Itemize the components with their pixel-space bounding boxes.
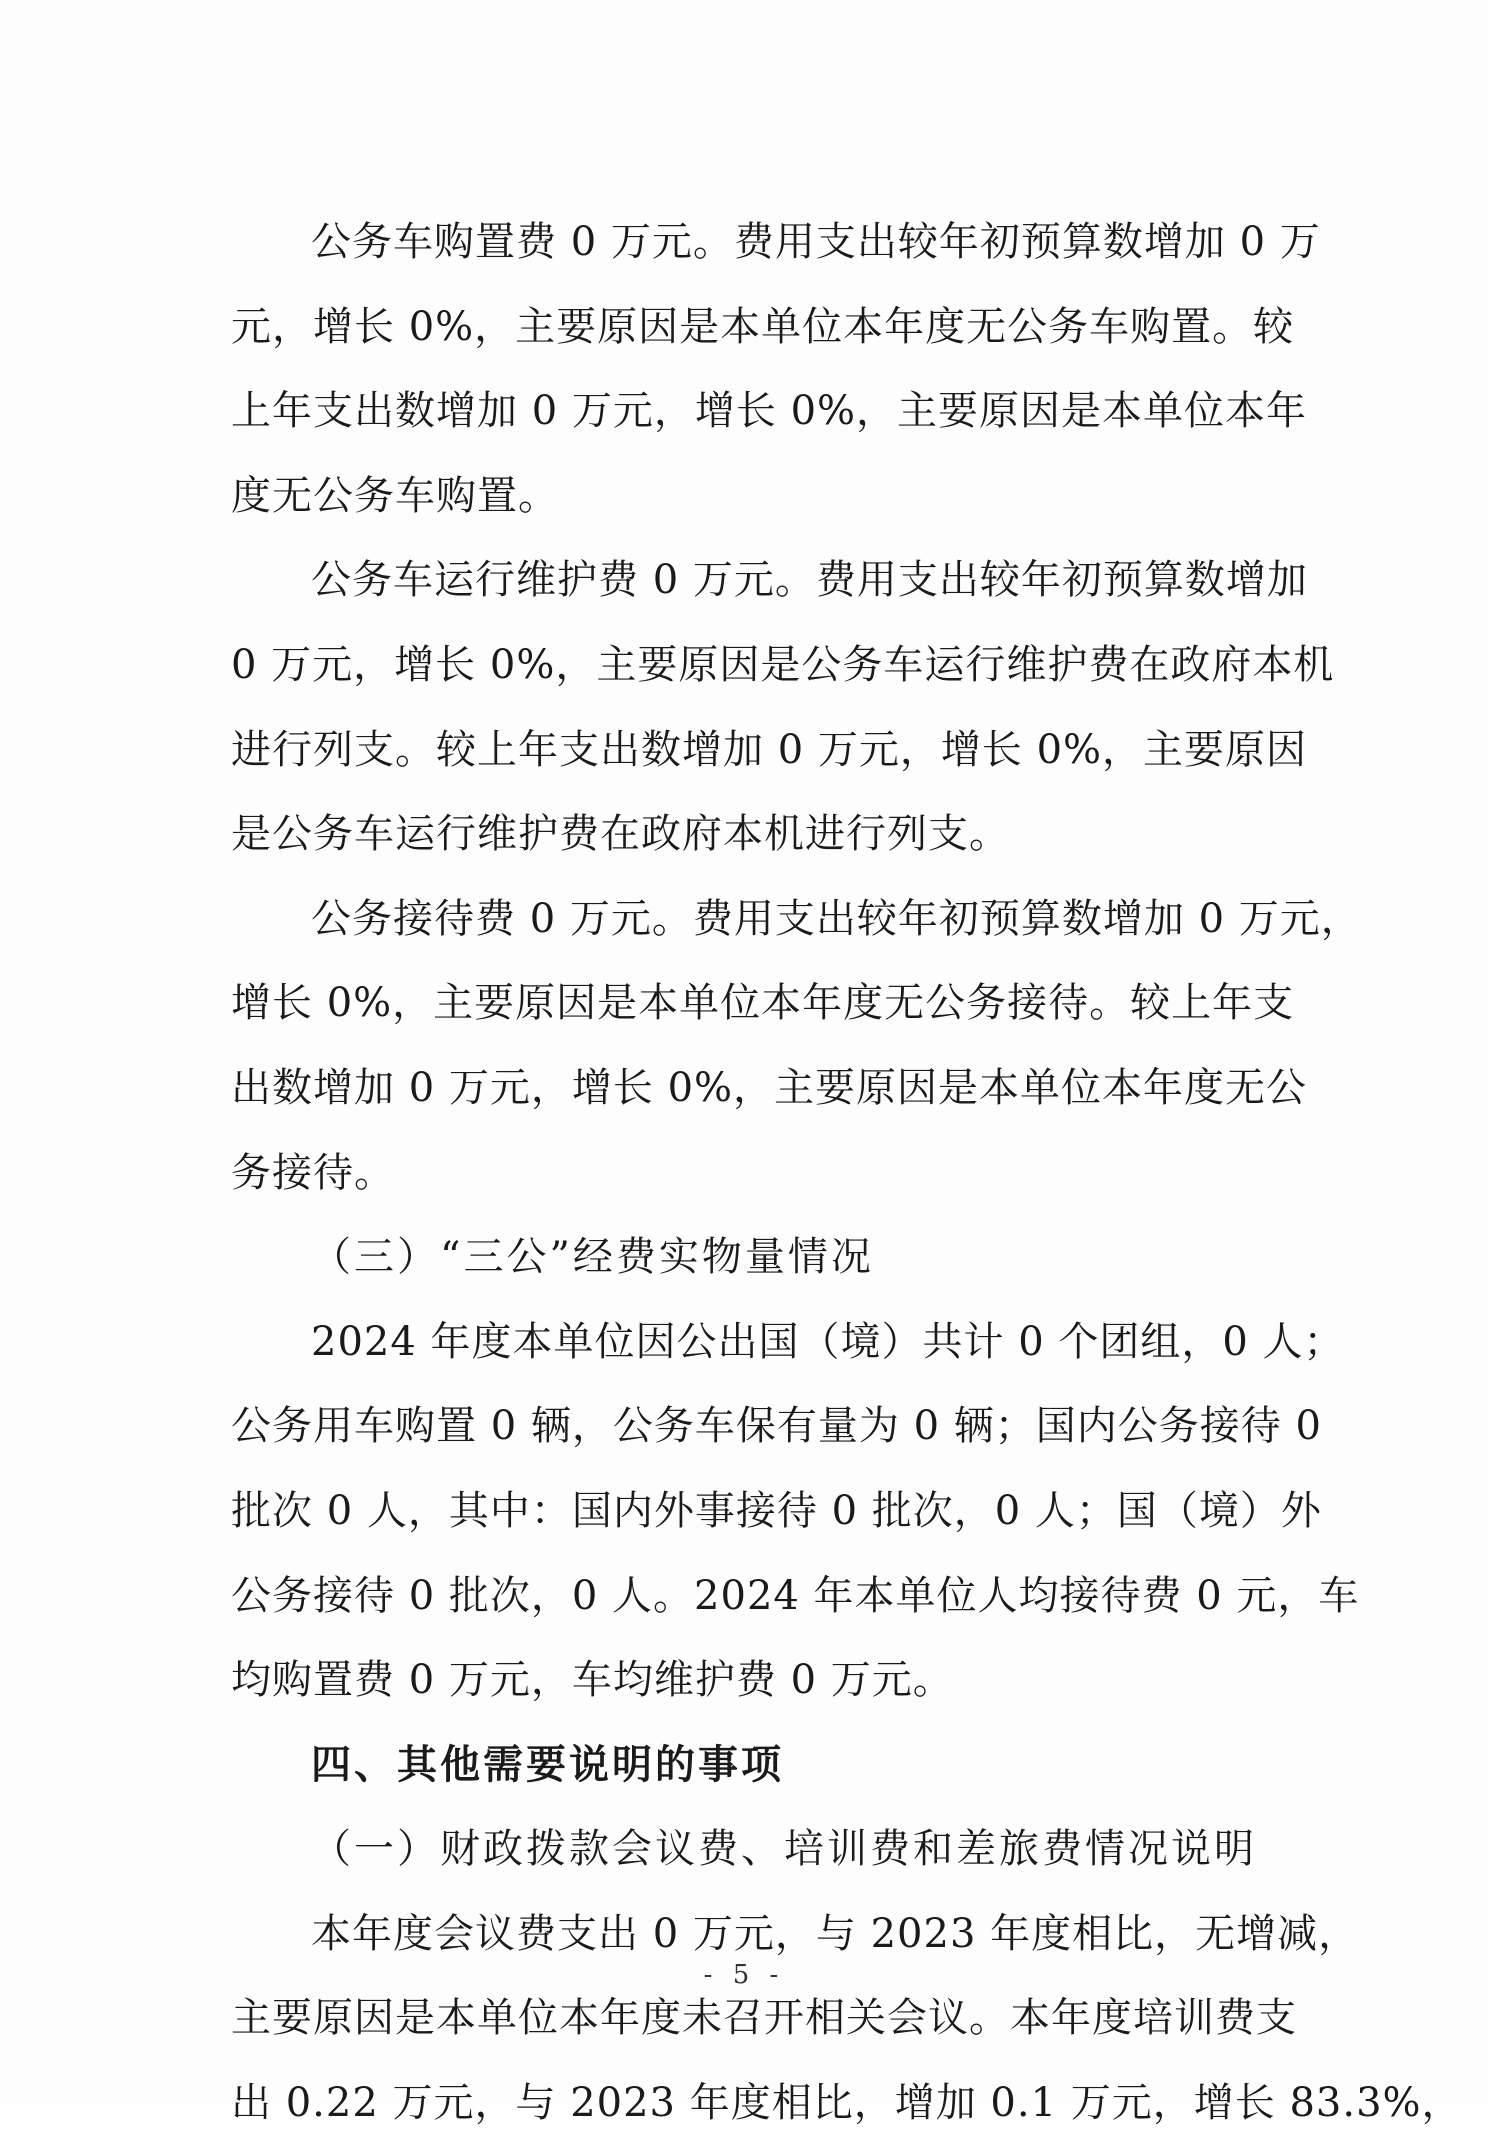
paragraph-line: 公务接待 0 批次，0 人。2024 年本单位人均接待费 0 元，车: [231, 1572, 1360, 1619]
paragraph-line: 增长 0%，主要原因是本单位本年度无公务接待。较上年支: [231, 980, 1295, 1027]
paragraph-line: 公务用车购置 0 辆，公务车保有量为 0 辆；国内公务接待 0: [231, 1403, 1322, 1450]
paragraph-line: 本年度会议费支出 0 万元，与 2023 年度相比，无增减，: [311, 1910, 1360, 1957]
section-heading: 四、其他需要说明的事项: [311, 1741, 784, 1788]
paragraph-line: 2024 年度本单位因公出国（境）共计 0 个团组，0 人；: [311, 1318, 1345, 1365]
paragraph-line: 上年支出数增加 0 万元，增长 0%，主要原因是本单位本年: [231, 388, 1308, 435]
paragraph-line: 均购置费 0 万元，车均维护费 0 万元。: [231, 1657, 954, 1704]
paragraph-line: 出 0.22 万元，与 2023 年度相比，增加 0.1 万元，增长 83.3%，: [231, 2080, 1463, 2127]
subsection-heading: （三）“三公”经费实物量情况: [311, 1234, 874, 1281]
paragraph-line: 务接待。: [231, 1149, 395, 1196]
paragraph-line: 公务接待费 0 万元。费用支出较年初预算数增加 0 万元，: [311, 895, 1362, 942]
paragraph-line: 进行列支。较上年支出数增加 0 万元，增长 0%，主要原因: [231, 726, 1308, 773]
paragraph-line: 公务车购置费 0 万元。费用支出较年初预算数增加 0 万: [311, 219, 1321, 265]
subsection-heading: （一）财政拨款会议费、培训费和差旅费情况说明: [311, 1826, 1257, 1873]
paragraph-line: 批次 0 人，其中：国内外事接待 0 批次，0 人；国（境）外: [231, 1487, 1322, 1534]
paragraph-line: 0 万元，增长 0%，主要原因是公务车运行维护费在政府本机: [231, 641, 1335, 688]
paragraph-line: 主要原因是本单位本年度未召开相关会议。本年度培训费支: [231, 1995, 1297, 2042]
paragraph-line: 元，增长 0%，主要原因是本单位本年度无公务车购置。较: [231, 303, 1295, 350]
paragraph-line: 出数增加 0 万元，增长 0%，主要原因是本单位本年度无公: [231, 1064, 1308, 1111]
paragraph-line: 度无公务车购置。: [231, 472, 559, 519]
paragraph-line: 是公务车运行维护费在政府本机进行列支。: [231, 811, 1010, 858]
page-number: - 5 -: [703, 1960, 785, 1990]
document-body: [231, 200, 1463, 2146]
paragraph-line: 公务车运行维护费 0 万元。费用支出较年初预算数增加: [311, 557, 1308, 604]
